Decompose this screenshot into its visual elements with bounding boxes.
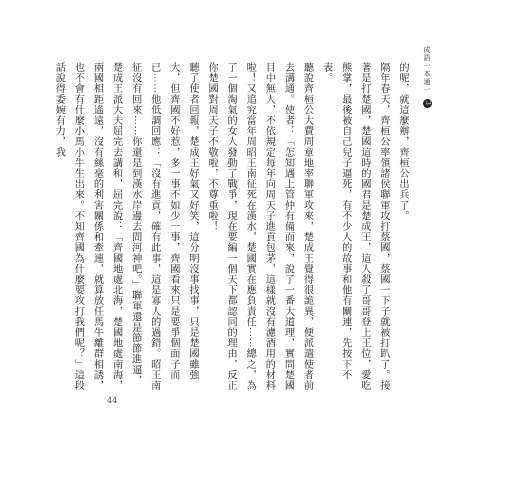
page-number: 44 <box>107 396 118 405</box>
paragraph: 聽說齊桓公大費周章地率聯軍攻來，楚成王覺得很詭異，便派遣使者前去溝通。使者：「怎知遇上管仲有備而來，說了一番大道理，實問楚國目中無人，不依規定每年向周天子進貢包茅，這樣就沒有濾酒用的材料啦！又追究當年周昭王南征死在漢水，楚國實在應負責任⋯⋯總之，為了一個淘氣的女人發動了戰爭，現在要編一個天下都認同的理由，反正你楚國對周天子不敬啦，不尊重啦！ <box>206 62 313 391</box>
chapter-number-badge: 3 <box>423 99 432 108</box>
running-title: 成語一本通一 <box>423 46 431 94</box>
paragraph: 聽了使者回報，楚成王好氣又好笑，這分明沒事找事，只是楚國雖強大，但齊國不好惹，多一事不如少一事，齊國看來只是要爭個面子而已⋯⋯他低調回應：「沒有進貢，確有此事，這是寡人的過錯。昭王南征沒有回來⋯⋯你還是到漢水岸邊去問河神吧。」聯軍還是節節進逼，楚成王派大夫屈完去講和，屈完說：「齊國地處北海，楚國地處南海，兩國相距遙遠，沒有絲毫的利害關係和牽連，就算放任馬牛離群相誘，也不會有什麼小馬小牛生出來。不知齊國為什麼要攻打我們呢？」這段話說得委婉有力，我 <box>53 62 198 391</box>
running-head <box>422 46 432 108</box>
paragraph: 的呢，就這麼辦，齊桓公出兵了。 <box>397 62 408 221</box>
paragraph: 隔年春天，齊桓公率領諸侯聯軍攻打蔡國，蔡國一下子就被打趴了。接著是打楚國，楚國這時的國君是楚成王，這人殺了哥哥登上王位，愛吃熊掌，最後被自己兒子逼死，有不少人的故事和他有關連，先按下不表。 <box>320 62 389 391</box>
body-text <box>53 62 412 392</box>
